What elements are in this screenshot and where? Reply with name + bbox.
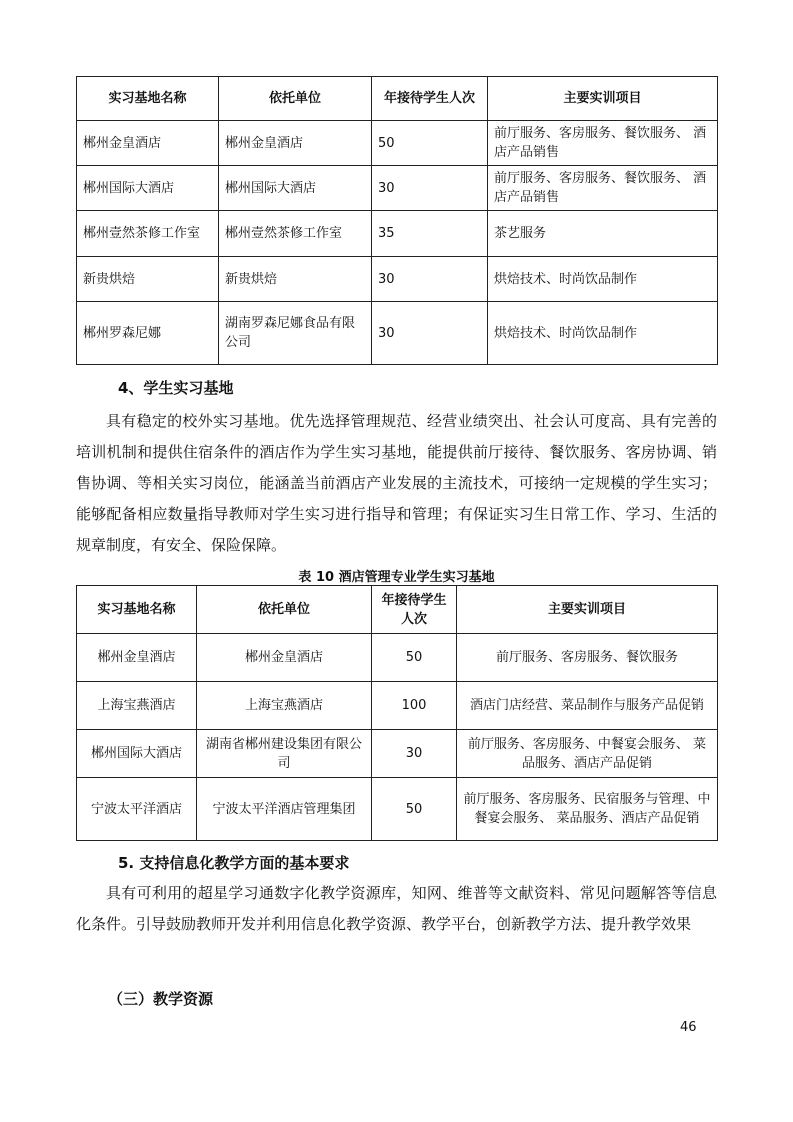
table-cell: 上海宝燕酒店 bbox=[77, 682, 197, 730]
table-cell: 新贵烘焙 bbox=[219, 257, 372, 302]
header-cell: 年接待学生人次 bbox=[372, 77, 488, 121]
table-cell: 郴州国际大酒店 bbox=[77, 730, 197, 778]
table-cell: 郴州罗森尼娜 bbox=[77, 302, 219, 365]
internship-base-table bbox=[76, 585, 718, 841]
table-cell: 郴州金皇酒店 bbox=[77, 121, 219, 166]
table-cell: 前厅服务、客房服务、餐饮服务 bbox=[457, 634, 718, 682]
table-cell: 前厅服务、客房服务、民宿服务与管理、中餐宴会服务、 菜品服务、酒店产品促销 bbox=[457, 778, 718, 841]
table-cell: 郴州金皇酒店 bbox=[77, 634, 197, 682]
table-cell: 50 bbox=[372, 634, 457, 682]
table-cell: 郴州金皇酒店 bbox=[197, 634, 372, 682]
table-row bbox=[77, 730, 718, 778]
table-header-row bbox=[77, 77, 718, 121]
table-cell: 郴州壹然茶修工作室 bbox=[219, 211, 372, 257]
page-number: 46 bbox=[680, 1020, 697, 1035]
table-row bbox=[77, 778, 718, 841]
table-cell: 烘焙技术、时尚饮品制作 bbox=[488, 302, 718, 365]
table-row bbox=[77, 257, 718, 302]
table-cell: 宁波太平洋酒店 bbox=[77, 778, 197, 841]
table-row bbox=[77, 121, 718, 166]
table-cell: 100 bbox=[372, 682, 457, 730]
body-paragraph: 具有可利用的超星学习通数字化教学资源库，知网、维普等文献资料、常见问题解答等信息化条件。引导鼓励教师开发并利用信息化教学资源、教学平台，创新教学方法、提升教学效果 bbox=[76, 884, 717, 933]
section-heading: 4、学生实习基地 bbox=[118, 379, 234, 397]
header-cell: 实习基地名称 bbox=[77, 77, 219, 121]
section-heading: 5. 支持信息化教学方面的基本要求 bbox=[118, 854, 350, 872]
header-cell: 主要实训项目 bbox=[488, 77, 718, 121]
header-cell: 年接待学生人次 bbox=[372, 586, 457, 634]
table-cell: 烘焙技术、时尚饮品制作 bbox=[488, 257, 718, 302]
table-cell: 郴州国际大酒店 bbox=[219, 166, 372, 211]
table-cell: 郴州金皇酒店 bbox=[219, 121, 372, 166]
table-cell: 前厅服务、客房服务、中餐宴会服务、 菜品服务、酒店产品促销 bbox=[457, 730, 718, 778]
section-heading: （三）教学资源 bbox=[108, 990, 214, 1008]
table-cell: 湖南罗森尼娜食品有限公司 bbox=[219, 302, 372, 365]
table-cell: 30 bbox=[372, 257, 488, 302]
header-cell: 主要实训项目 bbox=[457, 586, 718, 634]
table-cell: 茶艺服务 bbox=[488, 211, 718, 257]
table-header-row bbox=[77, 586, 718, 634]
table-cell: 35 bbox=[372, 211, 488, 257]
table-row bbox=[77, 211, 718, 257]
table-cell: 酒店门店经营、菜品制作与服务产品促销 bbox=[457, 682, 718, 730]
table-cell: 50 bbox=[372, 778, 457, 841]
table-row bbox=[77, 634, 718, 682]
table-cell: 50 bbox=[372, 121, 488, 166]
table-cell: 30 bbox=[372, 302, 488, 365]
table-row bbox=[77, 302, 718, 365]
header-cell: 依托单位 bbox=[197, 586, 372, 634]
header-cell: 实习基地名称 bbox=[77, 586, 197, 634]
table-caption: 表 10 酒店管理专业学生实习基地 bbox=[298, 570, 495, 585]
table-cell: 新贵烘焙 bbox=[77, 257, 219, 302]
training-base-table bbox=[76, 76, 718, 365]
table-cell: 前厅服务、客房服务、餐饮服务、 酒店产品销售 bbox=[488, 166, 718, 211]
table-cell: 30 bbox=[372, 730, 457, 778]
table-cell: 郴州壹然茶修工作室 bbox=[77, 211, 219, 257]
table-cell: 30 bbox=[372, 166, 488, 211]
table-row bbox=[77, 682, 718, 730]
header-cell: 依托单位 bbox=[219, 77, 372, 121]
table-row bbox=[77, 166, 718, 211]
body-paragraph: 具有稳定的校外实习基地。优先选择管理规范、经营业绩突出、社会认可度高、具有完善的培训机制和提供住宿条件的酒店作为学生实习基地，能提供前厅接待、餐饮服务、客房协调、销售协调、等相关实习岗位，能涵盖当前酒店产业发展的主流技术，可接纳一定规模的学生实习；能够配备相应数量指导教师对学生实习进行指导和管理；有保证实习生日常工作、学习、生活的规章制度，有安全、保险保障。 bbox=[76, 412, 717, 554]
table-cell: 郴州国际大酒店 bbox=[77, 166, 219, 211]
table-cell: 湖南省郴州建设集团有限公司 bbox=[197, 730, 372, 778]
table-cell: 前厅服务、客房服务、餐饮服务、 酒店产品销售 bbox=[488, 121, 718, 166]
table-cell: 上海宝燕酒店 bbox=[197, 682, 372, 730]
table-cell: 宁波太平洋酒店管理集团 bbox=[197, 778, 372, 841]
